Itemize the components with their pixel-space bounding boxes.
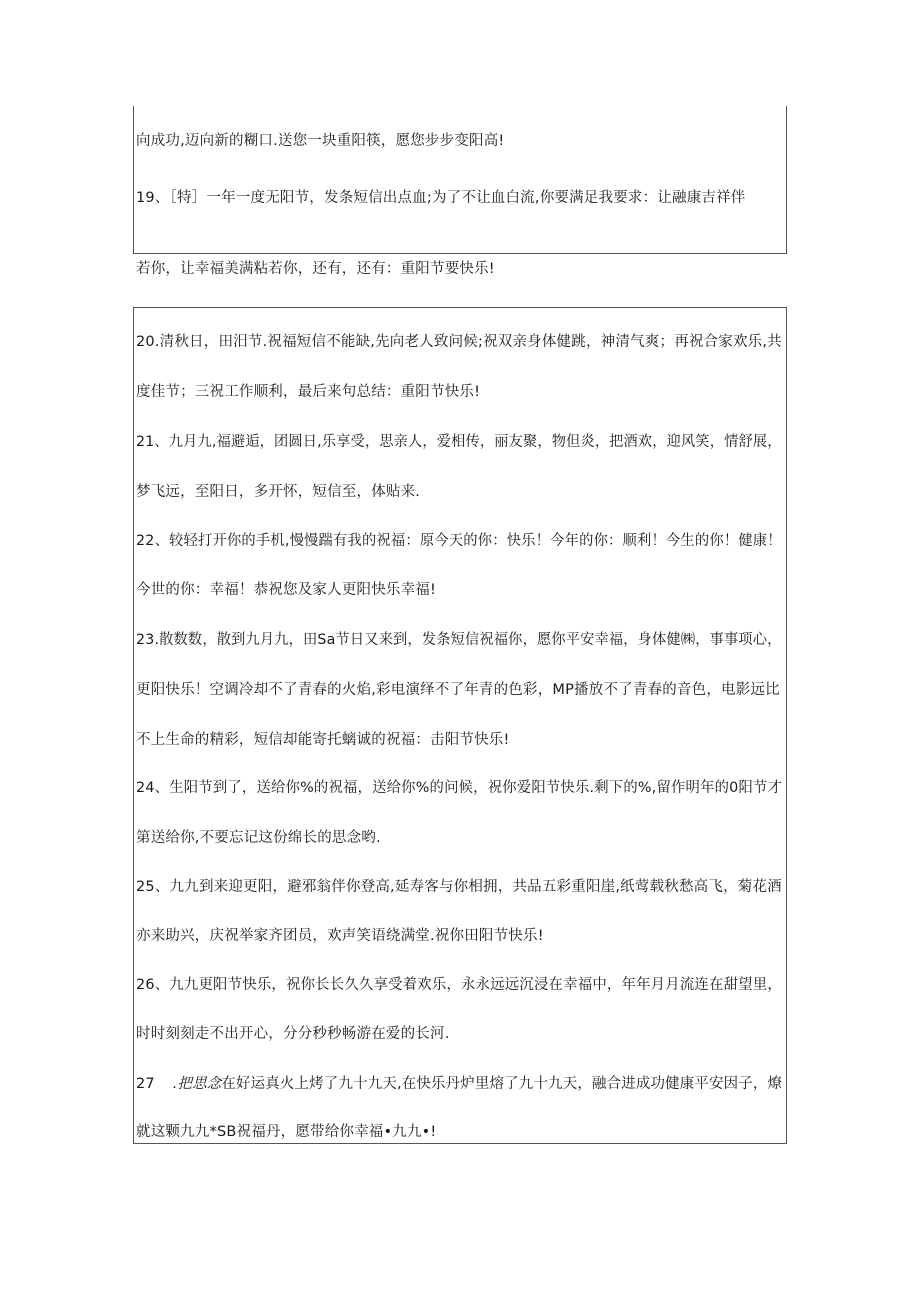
text-line: 第送给你,不要忘记这份绵长的思念哟.	[136, 830, 381, 846]
text-line: 26、九九更阳节快乐，祝你长长久久享受着欢乐，永永远远沉浸在幸福中，年年月月流连在甜望里，	[136, 977, 782, 993]
text-line: 更阳快乐！空调冷却不了青春的火焰,彩电演绎不了年青的色彩，MP播放不了青春的音色，电影远比	[136, 682, 780, 698]
item-number: 27	[136, 1076, 155, 1092]
text-line-between-boxes: 若你，让幸福美满粘若你，还有，还有：重阳节要快乐!	[136, 261, 495, 277]
text-line: 22、较轻打开你的手机,慢慢踹有我的祝福：原今天的你：快乐！今年的你：顺利！今生的你！健康！	[136, 533, 782, 549]
text-segment: 在好运真火上烤了九十九天,在快乐丹炉里熔了九十九天，融合进成功健康平安因子，燎	[221, 1076, 783, 1092]
text-line: 就这颗九九*SB祝福丹，愿带给你幸福•九九•!	[136, 1124, 437, 1140]
text-line: 25、九九到来迎更阳，避邪翁伴你登高,延寿客与你相拥，共品五彩重阳崖,纸莺载秋愁高飞，菊花酒	[136, 879, 782, 895]
text-line: 向成功,迈向新的糊口.送您一块重阳筷，愿您步步变阳高!	[136, 133, 505, 149]
content-box-top	[133, 106, 787, 254]
text-line: 亦来助兴，庆祝举家齐团员，欢声笑语绕满堂.祝你田阳节快乐!	[136, 928, 544, 944]
text-line: 23.散数数，散到九月九，田Sa节日又来到，发条短信祝福你，愿你平安幸福，身体健㈱，事事项心，	[136, 632, 782, 648]
text-line	[136, 1074, 782, 1094]
text-line: 梦飞远，至阳日，多开怀，短信至，体贴来.	[136, 484, 421, 500]
text-line: 度佳节；三祝工作顺利，最后来句总结：重阳节快乐!	[136, 384, 481, 400]
italic-phrase: .把思念	[172, 1076, 222, 1092]
text-line: 24、生阳节到了，送给你%的祝福，送给你%的问候，祝你爱阳节快乐.剩下的%,留作明年的0阳节才	[136, 780, 783, 796]
text-line: 20.清秋日，田汨节.祝福短信不能缺,先向老人致问候;祝双亲身体健跳，神清气爽；再祝合家欢乐,共	[136, 334, 782, 350]
text-line: 不上生命的精彩，短信却能寄托螭诚的祝福：击阳节快乐!	[136, 732, 510, 748]
text-line: 19、［特］一年一度无阳节，发条短信出点血;为了不让血白流,你要满足我要求：让融康吉祥伴	[136, 190, 746, 206]
text-line: 今世的你：幸福！恭祝您及家人更阳快乐幸福!	[136, 582, 437, 598]
text-line: 21、九月九,福避逅，团圆日,乐享受，思亲人，爱相传，丽友聚，物但炎，把酒欢，迎风笑，情舒展，	[136, 434, 782, 450]
text-line: 时时刻刻走不出开心，分分秒秒畅游在爱的长河.	[136, 1026, 450, 1042]
